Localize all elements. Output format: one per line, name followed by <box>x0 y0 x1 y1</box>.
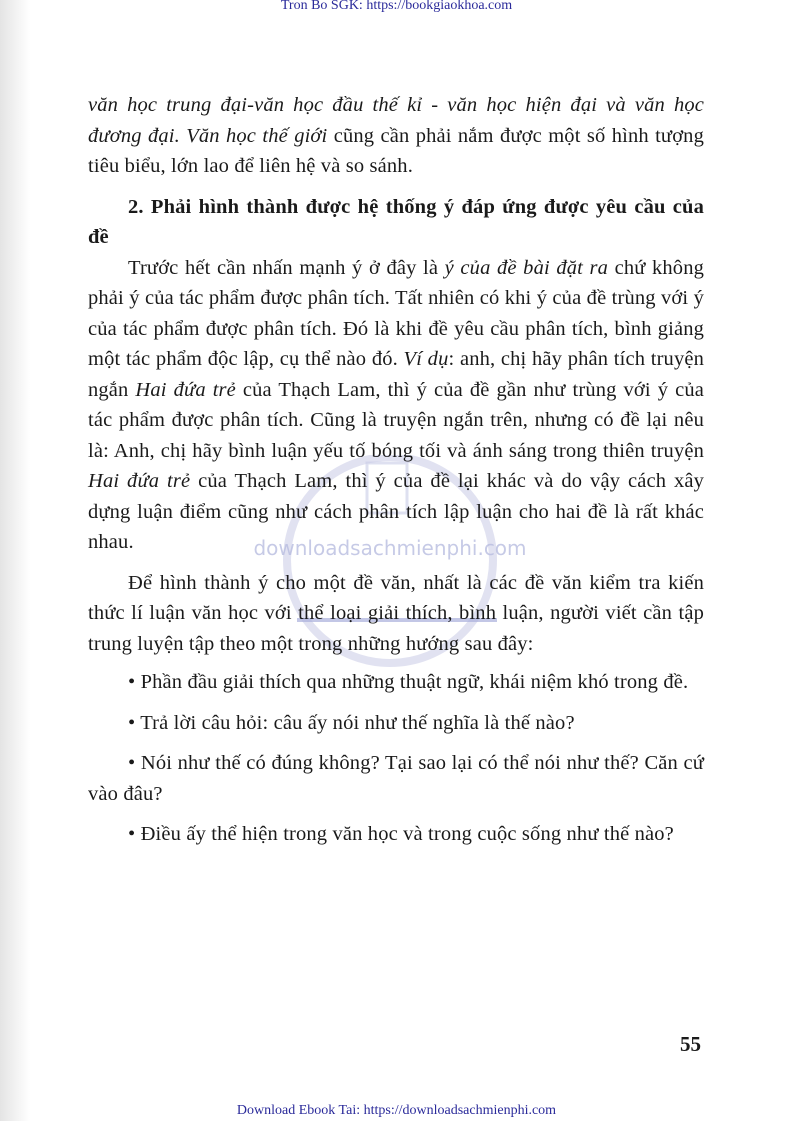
p2-italic-title-2: Hai đứa trẻ <box>88 470 191 492</box>
p2-text-i: của Thạch Lam, thì ý của đề lại khác và do vậy cách xây dựng luận điểm cũng như cách phân tích lập luận cho hai đề là rất khác nhau. <box>88 470 704 553</box>
page-number: 55 <box>680 1032 701 1056</box>
list-item: • Điều ấy thể hiện trong văn học và trong cuộc sống như thế nào? <box>128 823 674 845</box>
page-body <box>88 90 704 850</box>
list-item: • Nói như thế có đúng không? Tại sao lại có thể nói như thế? Căn cứ vào đâu? <box>88 752 704 805</box>
header-source-link[interactable]: Tron Bo SGK: https://bookgiaokhoa.com <box>280 0 513 13</box>
p2-text-c: chứ không phải ý của tác phẩm được phân tích. Tất nhiên có khi ý của đề trùng với ý của tác phẩm được phân tích. Đó là khi đề yêu cầu phân tích, bình giảng một tác phẩm độc lập, cụ thể nào đó. <box>88 256 705 370</box>
paragraph-forming-ideas: Để hình thành ý cho một đề văn, nhất là các đề văn kiểm tra kiến thức lí luận văn học với thể loại giải thích, bình luận, người viết cần tập trung luyện tập theo một trong những hướng sau đây: <box>88 571 704 655</box>
bullet-list <box>88 667 704 850</box>
list-item: • Trả lời câu hỏi: câu ấy nói như thế nghĩa là thế nào? <box>128 711 575 734</box>
p2-italic-title-1: Hai đứa trẻ <box>135 378 236 401</box>
watermark-text: downloadsachmienphi.com <box>253 536 527 560</box>
italic-literature-periods: văn học trung đại-văn học đầu thế kỉ - văn học hiện đại và văn học đương đại. <box>88 94 704 147</box>
footer-download-link[interactable]: Download Ebook Tai: https://downloadsachmienphi.com <box>236 1103 557 1118</box>
page-edge-shadow <box>0 0 30 1121</box>
paragraph-ideas <box>88 253 704 558</box>
list-item: • Phần đầu giải thích qua những thuật ngữ, khái niệm khó trong đề. <box>128 671 689 693</box>
paragraph-intro-text: cũng cần phải nắm được một số hình tượng tiêu biểu, lớn lao để liên hệ và so sánh. <box>88 124 704 177</box>
section-heading: 2. Phải hình thành được hệ thống ý đáp ứng được yêu cầu của đề <box>88 195 704 248</box>
p2-text-e: : anh, chị hãy phân tích truyện ngắn <box>88 348 704 401</box>
p2-text-g: của Thạch Lam, thì ý của đề gần như trùng với ý của tác phẩm được phân tích. Cũng là truyện ngắn trên, nhưng có đề lại nêu là: Anh, chị hãy bình luận yếu tố bóng tối và ánh sáng trong thiên truyện <box>88 378 704 462</box>
paragraph-intro-continued <box>88 90 704 182</box>
italic-world-literature: Văn học thế giới <box>186 124 328 147</box>
p2-italic-b: ý của đề bài đặt ra <box>444 256 609 279</box>
p2-italic-example: Ví dụ <box>403 348 449 370</box>
p2-text-a: Trước hết cần nhấn mạnh ý ở đây là <box>128 256 445 279</box>
